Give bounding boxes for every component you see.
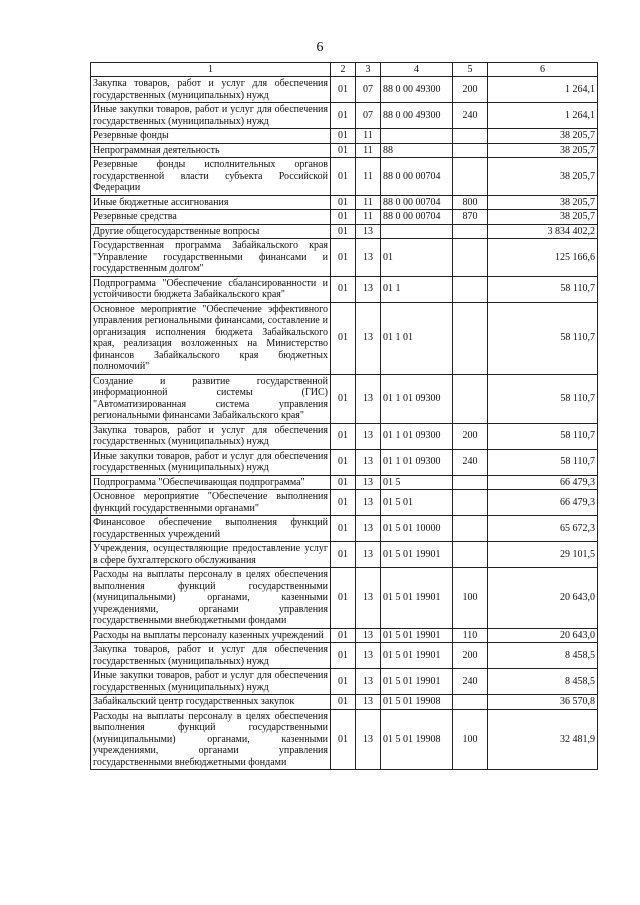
row-amount: 38 205,7 [488,195,598,210]
row-subsection: 11 [356,143,381,158]
row-subsection: 13 [356,374,381,423]
row-name: Расходы на выплаты персоналу казенных учреждений [91,628,331,643]
header-row [91,63,598,77]
row-subsection: 07 [356,103,381,129]
row-section: 01 [331,195,356,210]
row-section: 01 [331,542,356,568]
row-target-code: 01 5 01 19901 [381,542,453,568]
row-subsection: 13 [356,568,381,629]
header-cell-2: 2 [331,63,356,77]
row-name: Государственная программа Забайкальского края "Управление государственными финансами и государственным долгом" [91,239,331,277]
row-section: 01 [331,643,356,669]
row-target-code: 01 1 01 09300 [381,423,453,449]
table-row [91,695,598,710]
table-row [91,195,598,210]
row-expense-type: 110 [453,628,488,643]
row-target-code: 01 5 01 19901 [381,643,453,669]
row-target-code: 01 5 01 19901 [381,568,453,629]
table-row [91,302,598,374]
row-amount: 20 643,0 [488,628,598,643]
row-section: 01 [331,210,356,225]
header-cell-3: 3 [356,63,381,77]
row-name: Закупка товаров, работ и услуг для обеспечения государственных (муниципальных) нужд [91,643,331,669]
row-name: Основное мероприятие "Обеспечение выполнения функций государственными органами" [91,490,331,516]
row-expense-type [453,276,488,302]
row-target-code: 01 1 01 [381,302,453,374]
row-target-code: 88 0 00 49300 [381,77,453,103]
table-row [91,239,598,277]
row-subsection: 13 [356,423,381,449]
row-amount: 66 479,3 [488,490,598,516]
row-target-code: 88 0 00 49300 [381,103,453,129]
row-amount: 58 110,7 [488,276,598,302]
row-section: 01 [331,239,356,277]
row-expense-type [453,158,488,196]
table-row [91,449,598,475]
table-row [91,643,598,669]
row-amount: 38 205,7 [488,143,598,158]
row-name: Учреждения, осуществляющие предоставление услуг в сфере бухгалтерского обслуживания [91,542,331,568]
row-section: 01 [331,224,356,239]
row-name: Иные закупки товаров, работ и услуг для обеспечения государственных (муниципальных) нужд [91,449,331,475]
row-amount: 1 264,1 [488,103,598,129]
row-name: Непрограммная деятельность [91,143,331,158]
row-target-code: 01 [381,239,453,277]
row-target-code: 88 [381,143,453,158]
row-name: Другие общегосударственные вопросы [91,224,331,239]
row-target-code: 88 0 00 00704 [381,195,453,210]
row-subsection: 13 [356,643,381,669]
row-amount: 8 458,5 [488,643,598,669]
row-section: 01 [331,516,356,542]
row-amount: 66 479,3 [488,475,598,490]
row-name: Забайкальский центр государственных закупок [91,695,331,710]
row-target-code: 01 5 01 10000 [381,516,453,542]
table-row [91,628,598,643]
row-amount: 32 481,9 [488,709,598,770]
row-expense-type [453,239,488,277]
row-name: Расходы на выплаты персоналу в целях обеспечения выполнения функций государственными (муниципальными) органами, казенными учреждениями, органами управления государственными внебюджетными фондами [91,568,331,629]
table-row [91,423,598,449]
row-subsection: 13 [356,276,381,302]
row-expense-type: 800 [453,195,488,210]
row-amount: 58 110,7 [488,423,598,449]
row-subsection: 11 [356,210,381,225]
row-section: 01 [331,103,356,129]
row-expense-type: 200 [453,643,488,669]
row-target-code [381,224,453,239]
row-expense-type [453,490,488,516]
row-amount: 8 458,5 [488,669,598,695]
row-name: Резервные фонды исполнительных органов государственной власти субъекта Российской Федерации [91,158,331,196]
row-amount: 125 166,6 [488,239,598,277]
row-target-code: 01 1 01 09300 [381,449,453,475]
row-amount: 20 643,0 [488,568,598,629]
row-amount: 3 834 402,2 [488,224,598,239]
row-section: 01 [331,490,356,516]
row-section: 01 [331,628,356,643]
header-cell-5: 5 [453,63,488,77]
table-row [91,210,598,225]
row-expense-type [453,302,488,374]
row-expense-type: 240 [453,449,488,475]
row-section: 01 [331,709,356,770]
row-name: Подпрограмма "Обеспечение сбалансированности и устойчивости бюджета Забайкальского края" [91,276,331,302]
row-subsection: 07 [356,77,381,103]
row-expense-type [453,695,488,710]
row-subsection: 13 [356,542,381,568]
row-section: 01 [331,129,356,144]
row-amount: 58 110,7 [488,374,598,423]
row-subsection: 13 [356,695,381,710]
table-row [91,568,598,629]
table-row [91,542,598,568]
row-name: Закупка товаров, работ и услуг для обеспечения государственных (муниципальных) нужд [91,423,331,449]
row-amount: 38 205,7 [488,129,598,144]
row-expense-type [453,224,488,239]
row-name: Закупка товаров, работ и услуг для обеспечения государственных (муниципальных) нужд [91,77,331,103]
row-subsection: 13 [356,490,381,516]
row-expense-type [453,542,488,568]
row-target-code [381,129,453,144]
row-expense-type: 870 [453,210,488,225]
row-expense-type [453,374,488,423]
table-row [91,224,598,239]
row-target-code: 01 1 01 09300 [381,374,453,423]
row-expense-type: 240 [453,103,488,129]
row-name: Основное мероприятие "Обеспечение эффективного управления региональными финансами, составление и организация исполнения бюджета Забайкальского края, реализация возложенных на Министерство финансов Забайкальского края бюджетных полномочий" [91,302,331,374]
row-subsection: 13 [356,239,381,277]
row-name: Резервные средства [91,210,331,225]
header-cell-6: 6 [488,63,598,77]
row-subsection: 13 [356,628,381,643]
row-subsection: 13 [356,669,381,695]
table-row [91,490,598,516]
header-cell-4: 4 [381,63,453,77]
row-section: 01 [331,374,356,423]
row-amount: 36 570,8 [488,695,598,710]
row-section: 01 [331,423,356,449]
row-name: Создание и развитие государственной информационной системы (ГИС) "Автоматизированная система управления региональными финансами Забайкальского края" [91,374,331,423]
row-subsection: 13 [356,475,381,490]
row-target-code: 88 0 00 00704 [381,158,453,196]
row-expense-type: 240 [453,669,488,695]
table-row [91,129,598,144]
row-amount: 38 205,7 [488,158,598,196]
table-row [91,516,598,542]
budget-table [90,62,598,770]
row-expense-type: 200 [453,423,488,449]
row-amount: 58 110,7 [488,449,598,475]
row-amount: 38 205,7 [488,210,598,225]
row-target-code: 01 5 01 [381,490,453,516]
row-section: 01 [331,158,356,196]
table-row [91,276,598,302]
row-expense-type: 100 [453,568,488,629]
row-expense-type [453,143,488,158]
row-name: Иные закупки товаров, работ и услуг для обеспечения государственных (муниципальных) нужд [91,103,331,129]
row-section: 01 [331,669,356,695]
row-section: 01 [331,568,356,629]
row-expense-type [453,475,488,490]
table-row [91,374,598,423]
row-expense-type [453,129,488,144]
row-target-code: 01 5 01 19908 [381,709,453,770]
row-expense-type: 100 [453,709,488,770]
row-target-code: 01 5 [381,475,453,490]
table-row [91,158,598,196]
table-row [91,709,598,770]
row-section: 01 [331,302,356,374]
table-row [91,77,598,103]
row-name: Иные закупки товаров, работ и услуг для обеспечения государственных (муниципальных) нужд [91,669,331,695]
row-section: 01 [331,276,356,302]
row-subsection: 13 [356,449,381,475]
row-section: 01 [331,143,356,158]
header-cell-1: 1 [91,63,331,77]
row-subsection: 13 [356,709,381,770]
row-subsection: 13 [356,516,381,542]
row-name: Расходы на выплаты персоналу в целях обеспечения выполнения функций государственными (муниципальными) органами, казенными учреждениями, органами управления государственными внебюджетными фондами [91,709,331,770]
row-amount: 1 264,1 [488,77,598,103]
table-row [91,475,598,490]
row-name: Финансовое обеспечение выполнения функций государственных учреждений [91,516,331,542]
row-amount: 58 110,7 [488,302,598,374]
row-name: Резервные фонды [91,129,331,144]
table-row [91,669,598,695]
row-subsection: 11 [356,158,381,196]
row-target-code: 01 5 01 19901 [381,669,453,695]
row-name: Подпрограмма "Обеспечивающая подпрограмма" [91,475,331,490]
row-section: 01 [331,77,356,103]
row-subsection: 11 [356,195,381,210]
row-amount: 29 101,5 [488,542,598,568]
row-target-code: 88 0 00 00704 [381,210,453,225]
row-target-code: 01 1 [381,276,453,302]
table-row [91,103,598,129]
row-target-code: 01 5 01 19908 [381,695,453,710]
row-expense-type: 200 [453,77,488,103]
row-section: 01 [331,449,356,475]
row-amount: 65 672,3 [488,516,598,542]
row-expense-type [453,516,488,542]
row-subsection: 13 [356,302,381,374]
row-subsection: 13 [356,224,381,239]
row-section: 01 [331,695,356,710]
row-name: Иные бюджетные ассигнования [91,195,331,210]
row-target-code: 01 5 01 19901 [381,628,453,643]
row-subsection: 11 [356,129,381,144]
row-section: 01 [331,475,356,490]
page-number: 6 [316,40,324,55]
table-row [91,143,598,158]
